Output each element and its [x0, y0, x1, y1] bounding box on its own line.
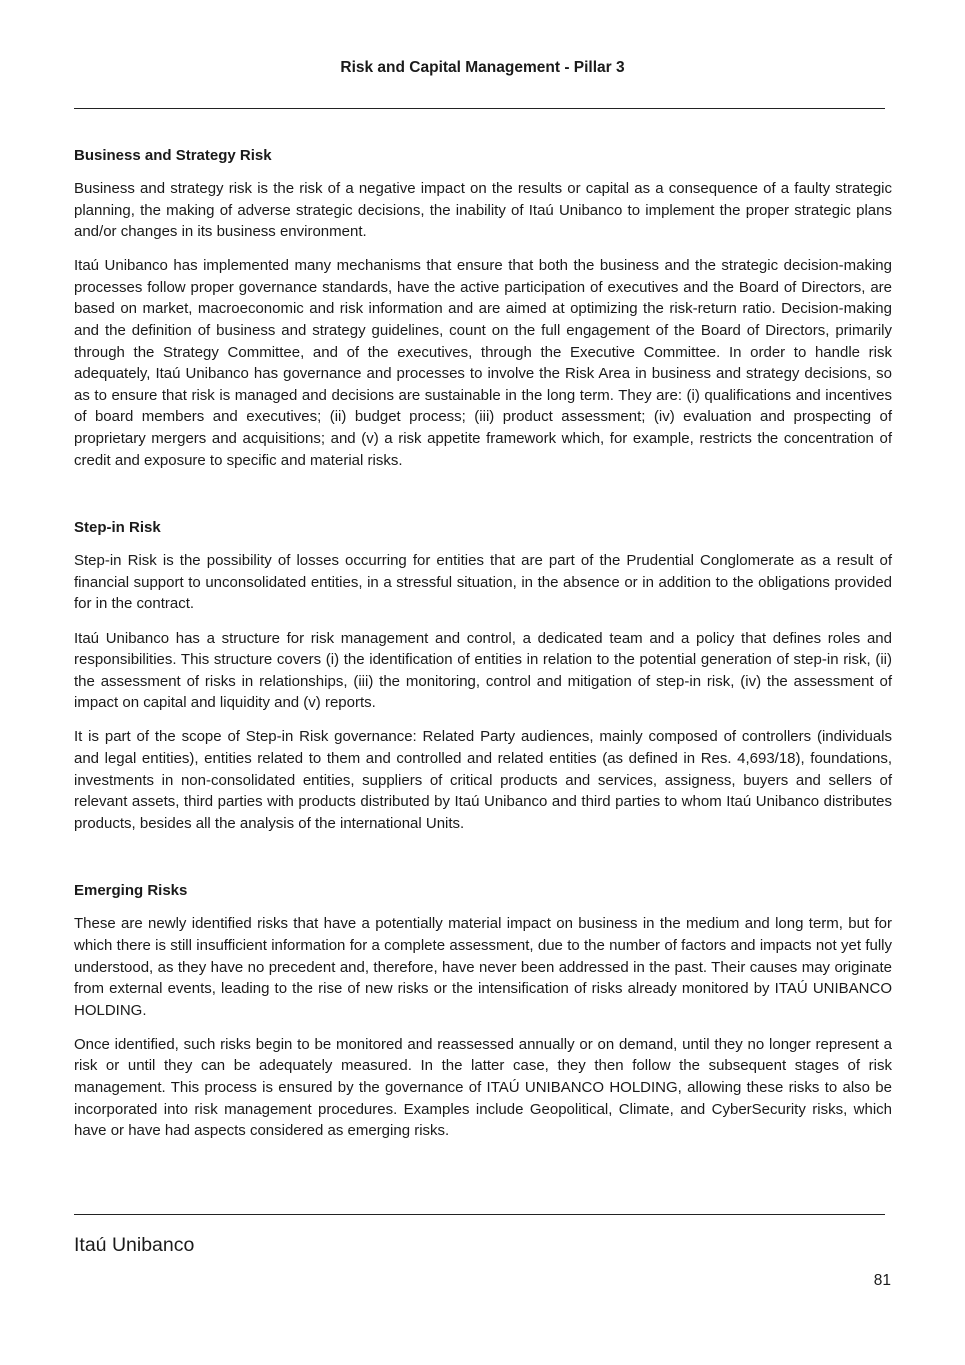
footer-brand: Itaú Unibanco	[74, 1234, 195, 1256]
document-body	[74, 145, 892, 1154]
page-header-title: Risk and Capital Management - Pillar 3	[340, 59, 625, 76]
paragraph: It is part of the scope of Step-in Risk governance: Related Party audiences, mainly composed of controllers (individuals and legal entities), entities related to them and controlled and related entities (as defined in Res. 4,693/18), foundations, investments in non-consolidated entities, suppliers of critical products and services, assigness, buyers and sellers of relevant assets, third parties with products distributed by Itaú Unibanco and third parties to whom Itaú Unibanco distributes products, besides all the analysis of the international Units.	[74, 728, 892, 832]
footer-divider	[74, 1214, 885, 1215]
section-heading: Emerging Risks	[74, 882, 188, 900]
paragraph: Itaú Unibanco has implemented many mechanisms that ensure that both the business and the strategic decision-making processes follow proper governance standards, have the active participation of executives and the Board of Directors, are based on market, macroeconomic and risk information and are aimed at optimizing the risk-return ratio. Decision-making and the definition of business and strategy guidelines, count on the full engagement of the Board of Directors, primarily through the Strategy Committee, and of the executives, through the Executive Committee. In order to handle risk adequately, Itaú Unibanco has governance and processes to involve the Risk Area in business and strategy decisions, so as to ensure that risk is managed and decisions are sustainable in the long term. They are: (i) qualifications and incentives of board members and executives; (ii) budget process; (iii) product assessment; (iv) evaluation and prospecting of proprietary mergers and acquisitions; and (v) a risk appetite framework which, for example, restricts the concentration of credit and exposure to specific and material risks.	[74, 257, 892, 469]
section-heading: Business and Strategy Risk	[74, 147, 272, 164]
section-business-strategy-risk	[74, 145, 892, 471]
paragraph: Step-in Risk is the possibility of losses occurring for entities that are part of the Prudential Conglomerate as a result of financial support to unconsolidated entities, in a stressful situation, in the absence or in addition to the obligations provided for in the contract.	[74, 552, 892, 613]
paragraph: Itaú Unibanco has a structure for risk management and control, a dedicated team and a policy that defines roles and responsibilities. This structure covers (i) the identification of entities in relation to the potential generation of step-in risk, (ii) the assessment of risks in relationships, (iii) the monitoring, control and mitigation of step-in risk, (iv) the assessment of impact on capital and liquidity and (v) reports.	[74, 629, 892, 712]
header-divider	[74, 108, 885, 109]
page-number: 81	[873, 1272, 891, 1289]
paragraph: Once identified, such risks begin to be monitored and reassessed annually or on demand, until they no longer represent a risk or until they can be adequately measured. In the latter case, they then follow the subsequent stages of risk management. This process is ensured by the governance of ITAÚ UNIBANCO HOLDING, allowing these risks to also be incorporated into risk management procedures. Examples include Geopolitical, Climate, and CyberSecurity risks, which have or have had aspects considered as emerging risks.	[74, 1035, 892, 1140]
paragraph: Business and strategy risk is the risk of a negative impact on the results or capital as a consequence of a faulty strategic planning, the making of adverse strategic decisions, the inability of Itaú Unibanco to implement the proper strategic plans and/or changes in its business environment.	[74, 180, 892, 241]
section-heading: Step-in Risk	[74, 519, 161, 537]
section-emerging-risks	[74, 880, 892, 1141]
section-step-in-risk	[74, 517, 892, 834]
paragraph: These are newly identified risks that have a potentially material impact on business in the medium and long term, but for which there is still insufficient information for a complete assessment, due to the number of factors and impacts not yet fully understood, as they have no precedent and, therefore, have never been addressed in the past. Their causes may originate from external events, leading to the rise of new risks or the intensification of risks already monitored by ITAÚ UNIBANCO HOLDING.	[74, 915, 892, 1019]
